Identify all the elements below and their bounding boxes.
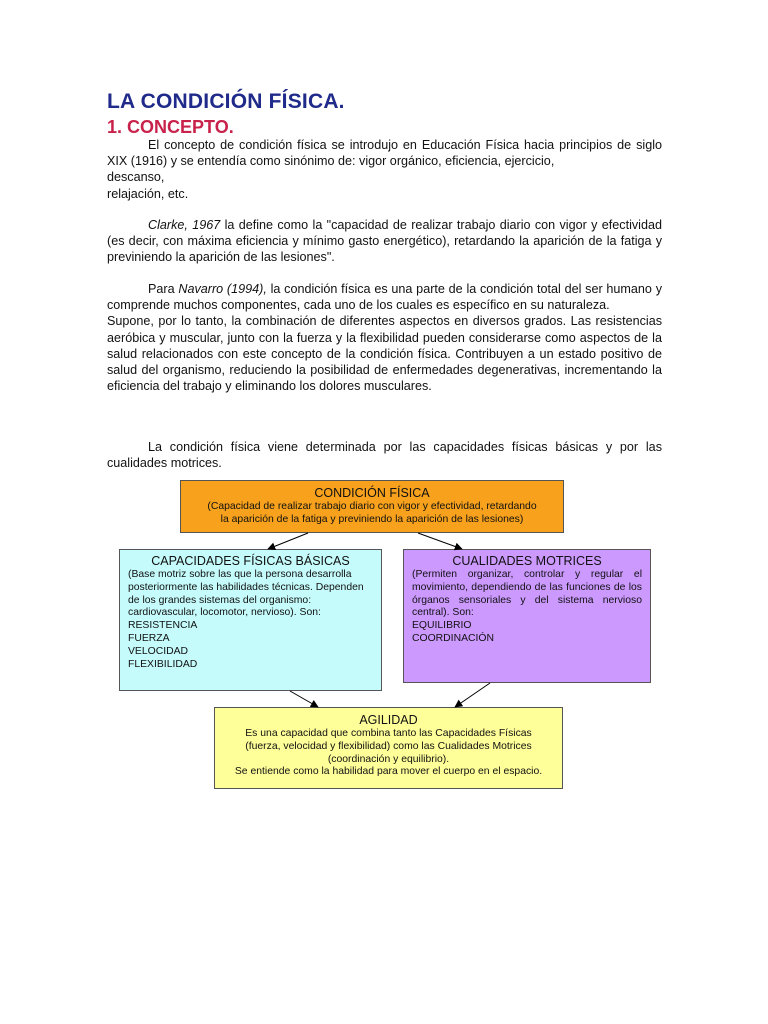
cualidades-title: CUALIDADES MOTRICES	[452, 554, 602, 568]
capacidades-item: FUERZA	[128, 632, 170, 644]
cualidades-item: EQUILIBRIO	[412, 620, 472, 632]
agilidad-line-4: Se entiende como la habilidad para mover el cuerpo en el espacio.	[234, 766, 543, 778]
cualidades-description: (Permiten organizar, controlar y regular el movimiento, dependiendo de las funciones de los órganos sensoriales y del sistema nervioso central). Son:	[412, 569, 642, 619]
arrow-to-cualidades	[418, 533, 462, 549]
condicion-fisica-title: CONDICIÓN FÍSICA	[314, 486, 430, 500]
agilidad-title: AGILIDAD	[359, 713, 418, 727]
cualidades-item: COORDINACIÓN	[412, 632, 494, 644]
paragraph-3-author: Navarro (1994),	[178, 282, 267, 296]
agilidad-line-2: (fuerza, velocidad y flexibilidad) como las Cualidades Motrices	[245, 740, 532, 752]
capacidades-description: (Base motriz sobre las que la persona desarrolla posteriormente las habilidades técnicas. Dependen de los grandes sistemas del organismo: cardiovascular, locomotor, nervioso). Son:	[128, 569, 364, 619]
condicion-fisica-line-2: la aparición de la fatiga y previniendo la aparición de las lesiones)	[220, 513, 524, 525]
paragraph-2-author: Clarke, 1967	[148, 218, 221, 232]
paragraph-1-line-3: relajación, etc.	[107, 186, 189, 201]
paragraph-2	[107, 217, 662, 266]
paragraph-3	[107, 281, 662, 394]
arrow-capacidades-to-agilidad	[290, 691, 318, 707]
capacidades-item: FLEXIBILIDAD	[128, 658, 198, 670]
paragraph-4: Supone, por lo tanto, la combinación de diferentes aspectos en diversos grados. Las resistencias aeróbica y muscular, junto con la fuerza y la flexibilidad pueden considerarse como aspectos de la salud relacionados con este concepto de la condición física. Contribuyen a un estado positivo de salud del organismo, reduciendo la posibilidad de enfermedades degenerativas, incrementando la eficiencia del trabajo y eliminando los dolores musculares.	[107, 314, 662, 394]
capacidades-box	[119, 549, 382, 691]
condicion-fisica-line-1: (Capacidad de realizar trabajo diario con vigor y efectividad, retardando	[207, 501, 537, 512]
paragraph-3-text: la condición física es una parte de la condición total del ser humano y comprende muchos componentes, cada uno de los cuales es específico en su naturaleza.	[107, 282, 662, 313]
page-title: LA CONDICIÓN FÍSICA.	[107, 90, 345, 113]
paragraph-1	[107, 137, 662, 202]
cualidades-box	[403, 549, 651, 683]
paragraph-1-line-1: El concepto de condición física se introdujo en Educación Física hacia principios de siglo XIX (1916) y se entendía como sinónimo de: vigor orgánico, eficiencia, ejercicio,	[107, 138, 662, 169]
capacidades-title: CAPACIDADES FÍSICAS BÁSICAS	[151, 554, 350, 568]
condicion-fisica-box	[180, 480, 564, 533]
paragraph-2-text: la define como la "capacidad de realizar trabajo diario con vigor y efectividad (es decir, con máxima eficiencia y mínimo gasto energético), retardando la aparición de la fatiga y previniendo la aparición de las lesiones".	[107, 218, 662, 265]
section-title: 1. CONCEPTO.	[107, 117, 234, 137]
paragraph-5: La condición física viene determinada por las capacidades físicas básicas y por las cualidades motrices.	[107, 440, 662, 471]
arrow-to-capacidades	[268, 533, 308, 549]
agilidad-box	[214, 707, 563, 789]
capacidades-item: VELOCIDAD	[128, 645, 189, 657]
arrow-cualidades-to-agilidad	[455, 683, 490, 707]
agilidad-line-1: Es una capacidad que combina tanto las Capacidades Físicas	[245, 728, 532, 739]
paragraph-3-pre: Para	[148, 282, 179, 296]
capacidades-item: RESISTENCIA	[128, 620, 198, 632]
agilidad-line-3: (coordinación y equilibrio).	[327, 753, 450, 765]
paragraph-1-line-2: descanso,	[107, 170, 165, 185]
